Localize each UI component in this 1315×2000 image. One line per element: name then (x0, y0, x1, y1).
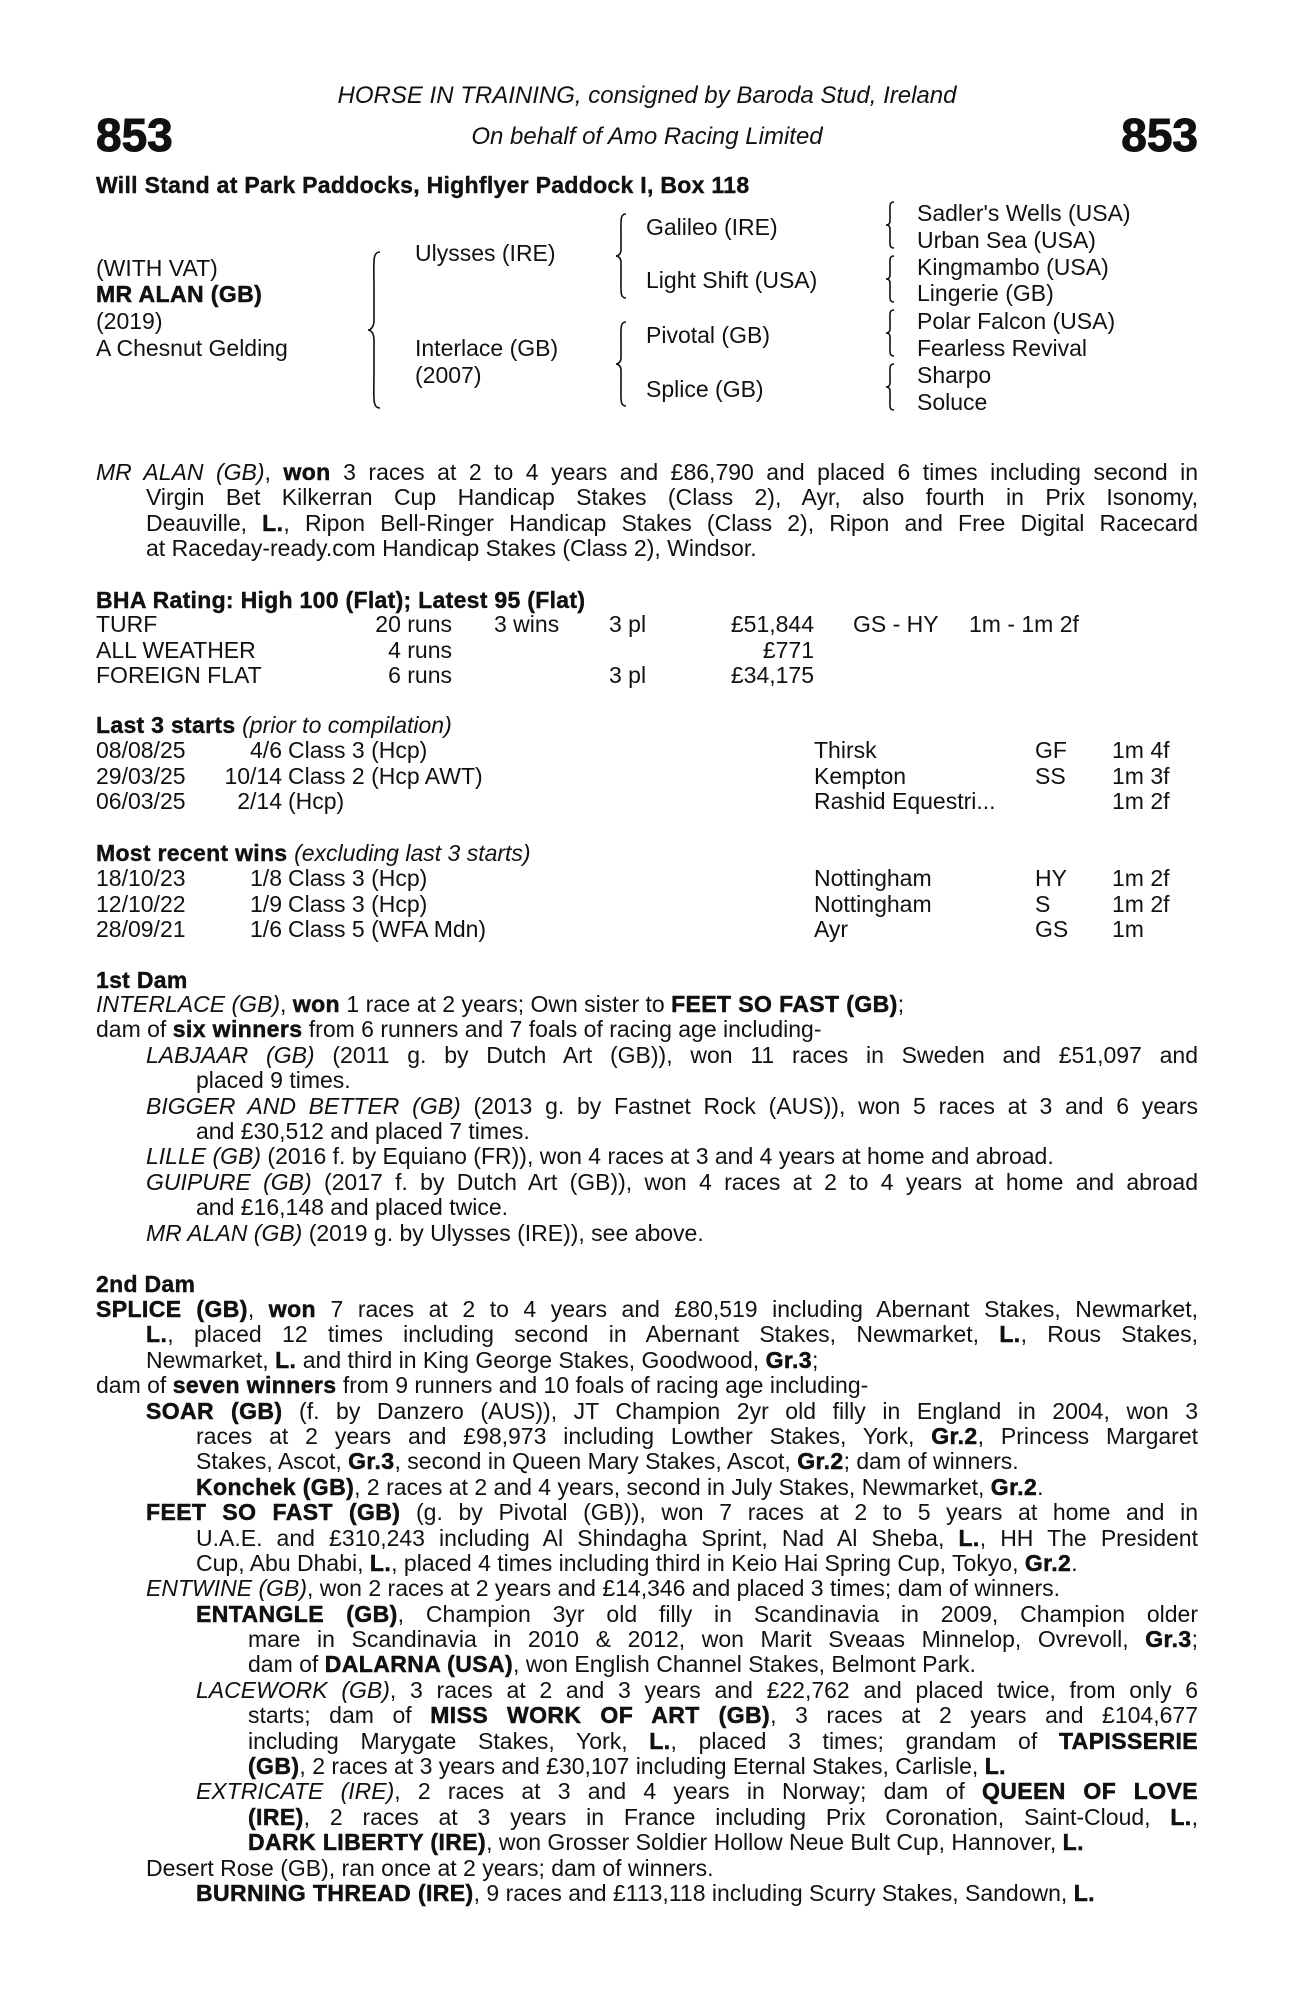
bold-text-run: BURNING THREAD (IRE) (196, 1879, 474, 1906)
last-3-starts-note: (prior to compilation) (242, 712, 452, 738)
pedigree-brace-sire (614, 212, 628, 300)
stand-location: Will Stand at Park Paddocks, Highflyer Paddock I, Box 118 (96, 172, 750, 198)
g3-ancestor: Kingmambo (USA) (917, 254, 1109, 280)
text-run: , HH The President (979, 1524, 1198, 1551)
text-line (146, 1094, 1198, 1119)
text-run: U.A.E. and £310,243 including Al Shindagha Sprint, Nad Al Sheba, (196, 1524, 959, 1551)
bha-surface: ALL WEATHER (96, 636, 256, 663)
bold-text-run: won (292, 991, 341, 1017)
race-position: 1/8 (250, 865, 282, 891)
bha-going: GS - HY (853, 611, 939, 637)
pedigree-brace-g3-4 (884, 362, 896, 412)
bha-placed: 3 pl (609, 611, 647, 637)
race-going: HY (1035, 865, 1067, 891)
bold-text-run: QUEEN OF LOVE (981, 1778, 1198, 1805)
race-class: (Hcp) (288, 788, 345, 815)
italic-text-run: MR ALAN (GB) (96, 459, 265, 485)
text-run: , 2 races at 3 years in France including Prix Coronation, Saint-Cloud, (303, 1803, 1171, 1830)
bha-distance: 1m - 1m 2f (969, 611, 1079, 637)
text-run: (2017 f. by Dutch Art (GB)), won 4 races at 2 to 4 years at home and abroad (311, 1168, 1199, 1195)
text-run: , 3 races at 2 years and £104,677 (770, 1702, 1198, 1729)
race-position: 4/6 (250, 737, 282, 763)
bold-text-run: Gr.2 (931, 1422, 978, 1449)
text-run: , 3 races at 2 and 3 years and £22,762 and placed twice, from only 6 (389, 1676, 1198, 1703)
text-line (196, 1602, 1198, 1627)
text-run: mare in Scandinavia in 2010 & 2012, won Marit Sveaas Minnelop, Ovrevoll, (248, 1626, 1146, 1653)
text-line (196, 1475, 1198, 1500)
text-run: placed 9 times. (196, 1067, 351, 1094)
italic-text-run: EXTRICATE (IRE) (196, 1778, 395, 1805)
text-line (248, 1729, 1198, 1754)
italic-text-run: LILLE (GB) (146, 1143, 262, 1170)
text-run: , placed 12 times including second in Abernant Stakes, Newmarket, (167, 1321, 1000, 1348)
race-date: 28/09/21 (96, 916, 186, 943)
bha-rating-heading: BHA Rating: High 100 (Flat); Latest 95 (Flat) (96, 587, 586, 613)
text-line (248, 1754, 1198, 1779)
race-date: 12/10/22 (96, 890, 186, 917)
race-position: 10/14 (224, 762, 282, 789)
text-run: Virgin Bet Kilkerran Cup Handicap Stakes (Class 2), Ayr, also fourth in Prix Isonomy, (146, 484, 1198, 511)
text-line (248, 1805, 1198, 1830)
italic-text-run: LABJAAR (GB) (146, 1041, 315, 1068)
text-line (146, 1144, 1198, 1169)
race-date: 29/03/25 (96, 762, 186, 789)
bold-text-run: L. (999, 1321, 1021, 1348)
text-line (196, 1881, 1198, 1906)
horse-description: A Chesnut Gelding (96, 335, 288, 361)
lot-number-left: 853 (96, 109, 173, 161)
bold-text-run: SPLICE (GB) (96, 1296, 248, 1322)
text-line (196, 1678, 1198, 1703)
text-run: from 9 runners and 10 foals of racing age including- (336, 1372, 869, 1399)
bold-text-run: L. (1073, 1879, 1095, 1906)
text-run: , (247, 1296, 269, 1322)
text-run: ; (897, 991, 905, 1017)
bold-text-run: MISS WORK OF ART (GB) (430, 1702, 771, 1729)
race-course: Nottingham (814, 890, 932, 917)
text-run: , 9 races and £113,118 including Scurry Stakes, Sandown, (473, 1879, 1074, 1906)
bold-text-run: Konchek (GB) (196, 1473, 355, 1500)
race-going: GF (1035, 737, 1067, 763)
bold-text-run: six winners (172, 1016, 303, 1043)
race-class: Class 3 (Hcp) (288, 890, 428, 917)
text-line (96, 1297, 1198, 1322)
bha-prize: £34,175 (730, 662, 814, 689)
first-dam-heading: 1st Dam (96, 967, 188, 993)
bold-text-run: FEET SO FAST (GB) (671, 991, 898, 1017)
race-position: 1/9 (250, 890, 282, 917)
second-dam-text (96, 1297, 1198, 1906)
pedigree-brace-g3-3 (884, 308, 896, 358)
text-line (146, 536, 1198, 561)
text-run: 7 races at 2 to 4 years and £80,519 including Abernant Stakes, Newmarket, (315, 1296, 1199, 1322)
text-run: , placed 3 times; grandam of (670, 1727, 1059, 1754)
text-run: from 6 runners and 7 foals of racing age including- (302, 1016, 822, 1043)
race-class: Class 3 (Hcp) (288, 737, 428, 763)
race-going: SS (1035, 762, 1066, 789)
sire-dam: Light Shift (USA) (646, 267, 818, 293)
first-dam-text (96, 992, 1198, 1246)
text-run: and £30,512 and placed 7 times. (196, 1117, 530, 1144)
text-run: at Raceday-ready.com Handicap Stakes (Class 2), Windsor. (146, 535, 757, 562)
text-run: , (280, 991, 293, 1017)
text-run: ; (811, 1346, 819, 1373)
dam-sire: Pivotal (GB) (646, 322, 770, 348)
text-run: races at 2 years and £98,973 including Lowther Stakes, York, (196, 1422, 932, 1449)
g3-ancestor: Sadler's Wells (USA) (917, 200, 1131, 226)
bold-text-run: won (283, 459, 331, 485)
bold-text-run: ENTANGLE (GB) (196, 1600, 398, 1627)
race-going: S (1035, 890, 1051, 917)
race-course: Ayr (814, 916, 849, 943)
bold-text-run: Gr.2 (1024, 1549, 1072, 1576)
text-run: (2013 g. by Fastnet Rock (AUS)), won 5 races at 3 and 6 years (460, 1092, 1199, 1119)
pedigree-brace-main (366, 250, 382, 410)
bha-prize: £51,844 (730, 611, 814, 637)
text-line (146, 1500, 1198, 1525)
text-run: , (264, 459, 284, 485)
text-run: . (1071, 1549, 1078, 1576)
second-dam-heading: 2nd Dam (96, 1271, 196, 1297)
race-going: GS (1035, 916, 1069, 943)
text-line (96, 1017, 1198, 1042)
bha-runs: 6 runs (388, 662, 452, 689)
text-line (146, 1856, 1198, 1881)
text-run: Desert Rose (GB), ran once at 2 years; dam of winners. (146, 1854, 714, 1881)
text-run: , placed 4 times including third in Keio Hai Spring Cup, Tokyo, (391, 1549, 1025, 1576)
bold-text-run: Gr.2 (990, 1473, 1038, 1500)
text-run: Newmarket, (146, 1346, 276, 1373)
bold-text-run: L. (1170, 1803, 1192, 1830)
text-line (146, 1322, 1198, 1347)
bold-text-run: (IRE) (248, 1803, 304, 1830)
bha-wins: 3 wins (494, 611, 560, 637)
italic-text-run: LACEWORK (GB) (196, 1676, 390, 1703)
horse-name: MR ALAN (GB) (96, 281, 263, 307)
consignor-line: HORSE IN TRAINING, consigned by Baroda Stud, Ireland (337, 82, 957, 109)
race-course: Nottingham (814, 865, 932, 891)
text-line (146, 1399, 1198, 1424)
text-line (196, 1119, 1198, 1144)
bha-placed: 3 pl (609, 662, 647, 689)
race-date: 08/08/25 (96, 737, 186, 763)
bold-text-run: Gr.3 (765, 1346, 812, 1373)
bha-runs: 4 runs (388, 636, 452, 663)
bold-text-run: L. (1062, 1829, 1084, 1856)
text-run: , won Grosser Soldier Hollow Neue Bult Cup, Hannover, (486, 1829, 1063, 1856)
race-course: Kempton (814, 762, 907, 789)
bha-runs: 20 runs (375, 611, 452, 637)
bold-text-run: L. (262, 509, 284, 536)
text-run: . (1037, 1473, 1044, 1500)
dam-year: (2007) (415, 362, 482, 388)
g3-ancestor: Polar Falcon (USA) (917, 308, 1116, 334)
text-run: , won 2 races at 2 years and £14,346 and placed 3 times; dam of winners. (307, 1575, 1061, 1602)
last-3-starts-title: Last 3 starts (96, 712, 236, 738)
race-course: Thirsk (814, 737, 877, 763)
text-run: , (1191, 1803, 1198, 1830)
bha-prize: £771 (762, 636, 814, 663)
text-run: dam of (248, 1651, 325, 1678)
g3-ancestor: Sharpo (917, 362, 992, 388)
text-line (146, 1221, 1198, 1246)
text-run: ; dam of winners. (843, 1448, 1019, 1475)
recent-wins-heading (96, 840, 531, 867)
text-run: dam of (96, 1016, 173, 1043)
sire-sire: Galileo (IRE) (646, 214, 778, 240)
text-line (146, 1576, 1198, 1601)
pedigree-brace-dam (614, 320, 628, 408)
text-line (146, 1170, 1198, 1195)
race-distance: 1m (1112, 916, 1144, 943)
text-run: , 2 races at 3 and 4 years in Norway; dam of (394, 1778, 982, 1805)
pedigree-brace-g3-1 (884, 200, 896, 250)
text-line (248, 1703, 1198, 1728)
lot-number-right: 853 (1121, 109, 1198, 161)
text-line (96, 460, 1198, 485)
bold-text-run: FEET SO FAST (GB) (146, 1499, 401, 1526)
vat-note: (WITH VAT) (96, 255, 218, 281)
text-line (196, 1449, 1198, 1474)
italic-text-run: GUIPURE (GB) (146, 1168, 312, 1195)
bold-text-run: won (268, 1296, 316, 1322)
g3-ancestor: Urban Sea (USA) (917, 227, 1096, 253)
text-run: Deauville, (146, 509, 263, 536)
text-run: dam of (96, 1372, 173, 1399)
text-line (96, 1373, 1198, 1398)
race-class: Class 5 (WFA Mdn) (288, 916, 487, 943)
dam-dam: Splice (GB) (646, 376, 764, 402)
race-position: 2/14 (237, 788, 282, 815)
text-run: , Ripon Bell-Ringer Handicap Stakes (Class 2), Ripon and Free Digital Racecard (283, 509, 1198, 536)
text-run: (2011 g. by Dutch Art (GB)), won 11 races in Sweden and £51,097 and (314, 1041, 1198, 1068)
italic-text-run: MR ALAN (GB) (146, 1219, 303, 1246)
race-position: 1/6 (250, 916, 282, 943)
text-run: 3 races at 2 to 4 years and £86,790 and placed 6 times including second in (330, 459, 1199, 485)
italic-text-run: INTERLACE (GB) (96, 991, 281, 1017)
text-run: and £16,148 and placed twice. (196, 1194, 509, 1221)
dam: Interlace (GB) (415, 335, 559, 361)
recent-wins-title: Most recent wins (96, 840, 288, 866)
bold-text-run: L. (958, 1524, 980, 1551)
text-run: , 2 races at 2 and 4 years, second in July Stakes, Newmarket, (354, 1473, 991, 1500)
text-line (196, 1424, 1198, 1449)
bha-surface: FOREIGN FLAT (96, 662, 262, 689)
text-run: ; (1191, 1626, 1198, 1653)
text-line (146, 1348, 1198, 1373)
g3-ancestor: Fearless Revival (917, 335, 1087, 361)
bold-text-run: (GB) (248, 1753, 300, 1780)
text-run: (2016 f. by Equiano (FR)), won 4 races at 3 and 4 years at home and abroad. (261, 1143, 1054, 1170)
race-distance: 1m 3f (1112, 762, 1170, 789)
text-line (146, 511, 1198, 536)
foaling-year: (2019) (96, 308, 163, 334)
last-3-starts-heading (96, 712, 452, 739)
text-line (196, 1551, 1198, 1576)
race-distance: 1m 2f (1112, 865, 1170, 891)
bold-text-run: TAPISSERIE (1058, 1727, 1198, 1754)
race-date: 06/03/25 (96, 788, 186, 815)
sire: Ulysses (IRE) (415, 240, 556, 266)
text-run: Stakes, Ascot, (196, 1448, 349, 1475)
bold-text-run: L. (275, 1346, 297, 1373)
text-line (248, 1830, 1198, 1855)
italic-text-run: ENTWINE (GB) (146, 1575, 307, 1602)
text-run: , second in Queen Mary Stakes, Ascot, (394, 1448, 798, 1475)
bold-text-run: Gr.2 (797, 1448, 844, 1475)
race-summary (96, 460, 1198, 562)
text-line (196, 1526, 1198, 1551)
bold-text-run: L. (369, 1549, 392, 1576)
text-run: including Marygate Stakes, York, (248, 1727, 650, 1754)
bha-surface: TURF (96, 611, 158, 637)
text-run: (g. by Pivotal (GB)), won 7 races at 2 to 5 years at home and in (400, 1499, 1198, 1526)
on-behalf-line: On behalf of Amo Racing Limited (471, 123, 823, 150)
text-run: 1 race at 2 years; Own sister to (340, 991, 672, 1017)
text-line (248, 1652, 1198, 1677)
race-date: 18/10/23 (96, 865, 186, 891)
bold-text-run: SOAR (GB) (146, 1397, 283, 1424)
text-run: , 2 races at 3 years and £30,107 including Eternal Stakes, Carlisle, (299, 1753, 985, 1780)
bold-text-run: Gr.3 (1145, 1626, 1192, 1653)
g3-ancestor: Soluce (917, 389, 988, 415)
bold-text-run: seven winners (172, 1372, 337, 1399)
text-line (196, 1068, 1198, 1093)
pedigree-brace-g3-2 (884, 254, 896, 304)
bold-text-run: Gr.3 (348, 1448, 395, 1475)
bold-text-run: L. (146, 1321, 168, 1348)
text-line (196, 1195, 1198, 1220)
text-run: Cup, Abu Dhabi, (196, 1549, 370, 1576)
text-line (146, 1043, 1198, 1068)
text-line (96, 992, 1198, 1017)
g3-ancestor: Lingerie (GB) (917, 280, 1054, 306)
race-course: Rashid Equestri... (814, 788, 996, 815)
text-line (196, 1779, 1198, 1804)
text-run: , Princess Margaret (977, 1422, 1199, 1449)
text-run: starts; dam of (248, 1702, 431, 1729)
race-distance: 1m 4f (1112, 737, 1170, 763)
text-run: , Champion 3yr old filly in Scandinavia in 2009, Champion older (397, 1600, 1198, 1627)
bold-text-run: L. (649, 1727, 671, 1754)
bold-text-run: DALARNA (USA) (324, 1651, 514, 1678)
bold-text-run: DARK LIBERTY (IRE) (248, 1829, 487, 1856)
race-distance: 1m 2f (1112, 788, 1170, 815)
text-run: (2019 g. by Ulysses (IRE)), see above. (302, 1219, 704, 1246)
text-run: (f. by Danzero (AUS)), JT Champion 2yr old filly in England in 2004, won 3 (282, 1397, 1198, 1424)
race-class: Class 3 (Hcp) (288, 865, 428, 891)
text-run: , Rous Stakes, (1020, 1321, 1198, 1348)
recent-wins-note: (excluding last 3 starts) (294, 840, 531, 866)
text-line (248, 1627, 1198, 1652)
race-distance: 1m 2f (1112, 890, 1170, 917)
bold-text-run: L. (984, 1753, 1006, 1780)
race-class: Class 2 (Hcp AWT) (288, 762, 483, 789)
text-run: , won English Channel Stakes, Belmont Park. (513, 1651, 976, 1678)
text-run: and third in King George Stakes, Goodwood, (296, 1346, 766, 1373)
text-line (146, 485, 1198, 510)
italic-text-run: BIGGER AND BETTER (GB) (146, 1092, 461, 1119)
